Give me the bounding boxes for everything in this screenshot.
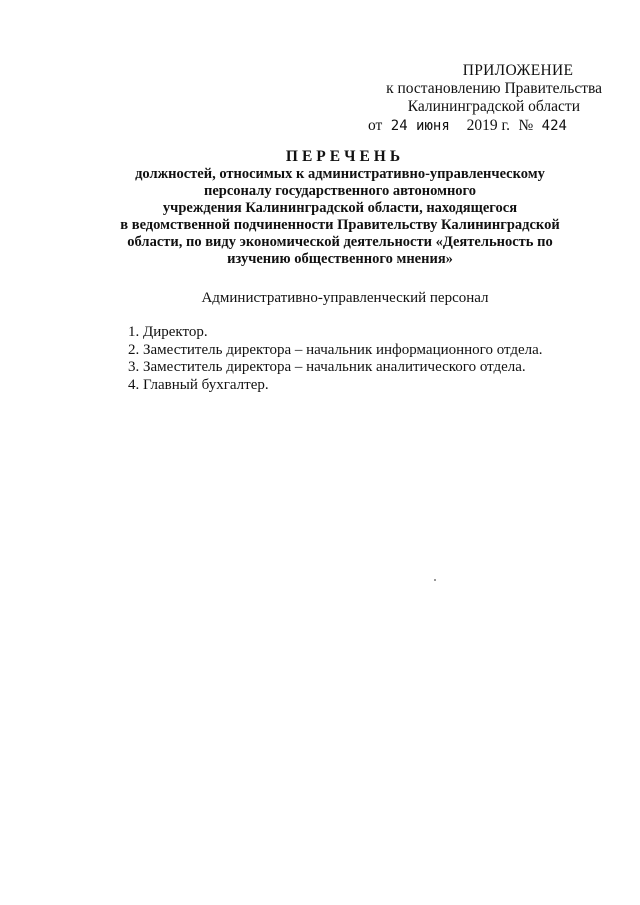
section-heading: Административно-управленческий персонал <box>201 290 489 306</box>
scan-speck <box>434 579 436 581</box>
appendix-date-line <box>330 117 610 135</box>
subtitle-line: изучению общественного мнения» <box>227 251 453 267</box>
subtitle-line: в ведомственной подчиненности Правительству Калининградской <box>120 217 560 233</box>
date-prefix: от <box>368 117 383 134</box>
appendix-title: ПРИЛОЖЕНИЕ <box>462 62 574 79</box>
list-item: 1. Директор. <box>128 324 208 340</box>
number-sign: № <box>518 117 534 134</box>
appendix-header <box>330 62 610 135</box>
appendix-region-line: Калининградской области <box>407 98 580 115</box>
appendix-reference-line: к постановлению Правительства <box>386 80 602 97</box>
subtitle-line: персоналу государственного автономного <box>203 183 477 199</box>
date-year: 2019 г. <box>466 117 510 134</box>
subtitle-line: области, по виду экономической деятельности «Деятельность по <box>127 234 553 250</box>
list-item: 2. Заместитель директора – начальник информационного отдела. <box>128 341 543 358</box>
document-title: ПЕРЕЧЕНЬ <box>285 148 405 165</box>
document-subtitle <box>90 166 590 268</box>
positions-list <box>128 324 543 394</box>
subtitle-line: учреждения Калининградской области, находящегося <box>162 200 518 216</box>
document-number: 424 <box>541 118 567 134</box>
list-item: 3. Заместитель директора – начальник аналитического отдела. <box>128 359 526 375</box>
date-value: 24 июня <box>390 118 450 134</box>
list-item: 4. Главный бухгалтер. <box>128 376 269 393</box>
subtitle-line: должностей, относимых к административно-управленческому <box>135 166 545 182</box>
